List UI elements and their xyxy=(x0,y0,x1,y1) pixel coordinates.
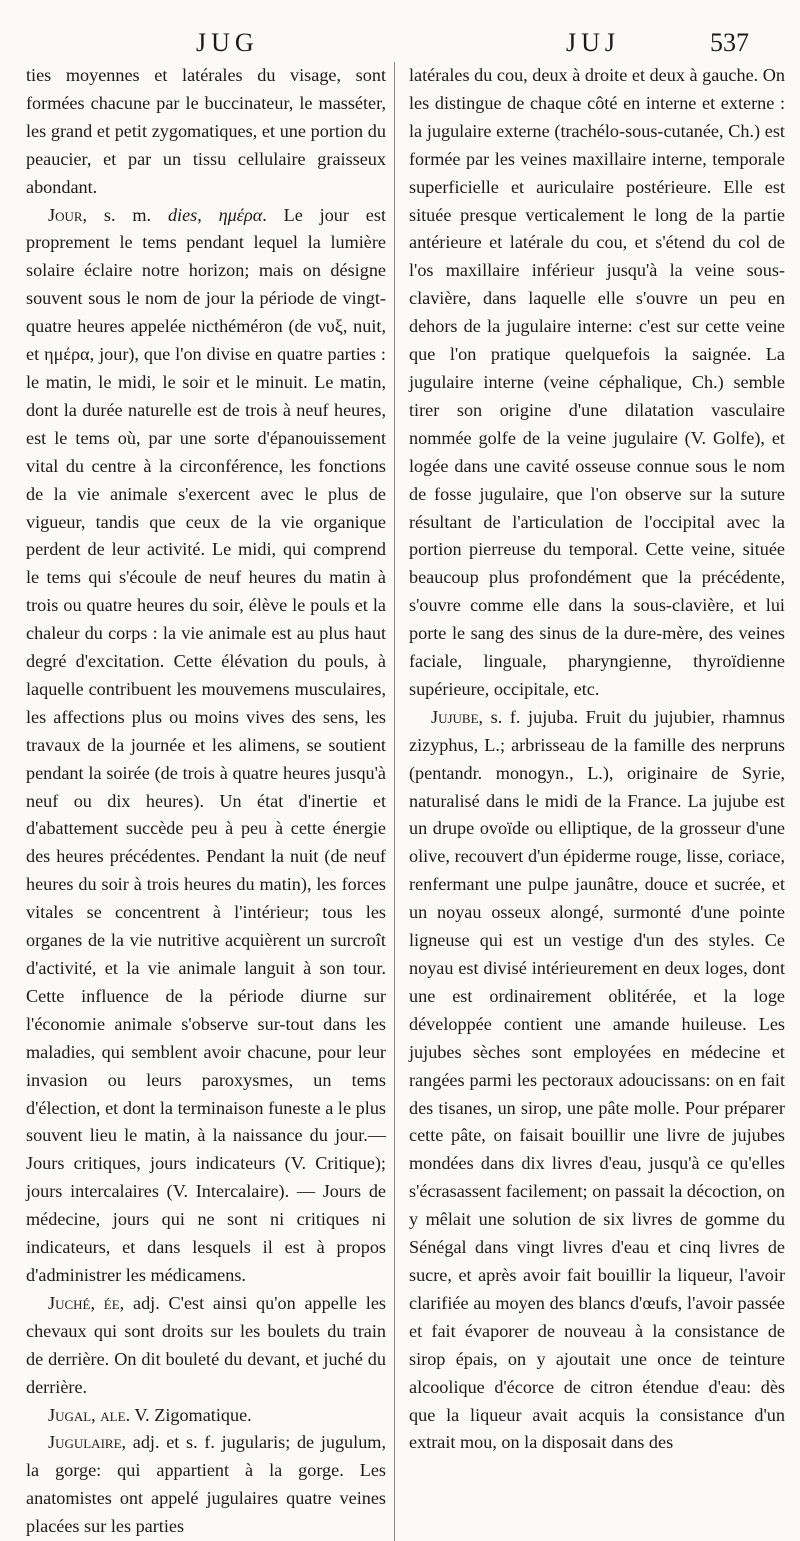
definition-text: , adj. C'est ainsi qu'on appelle les chevaux qui sont droits sur les boulets du train de derrière. On dit bouleté du devant, et juché du derrière. xyxy=(26,1292,386,1397)
headword: Jour xyxy=(48,204,83,225)
header-right-guideword: JUJ xyxy=(566,28,621,57)
two-column-body xyxy=(26,62,786,1541)
entry-jugulaire-continued: latérales du cou, deux à droite et deux à gauche. On les distingue de chaque côté en interne et externe : la jugulaire externe (trachélo-sous-cutanée, Ch.) est formée par les veines maxillaire interne, temporale superficielle et auriculaire postérieure. Elle est située presque verticalement le long de la partie antérieure et latérale du cou, et s'étend du col de l'os maxillaire inférieur jusqu'à la veine sous-clavière, dans laquelle elle s'ouvre un peu en dehors de la jugulaire interne: c'est sur cette veine que l'on pratique quelquefois la saignée. La jugulaire interne (veine céphalique, Ch.) semble tirer son origine d'une dilatation vasculaire nommée golfe de la veine jugulaire (V. Golfe), et logée dans une cavité osseuse connue sous le nom de fosse jugulaire, que l'on observe sur la suture résultant de l'articulation de l'occipital avec la portion pierreuse du temporal. Cette veine, située beaucoup plus profondément que la précédente, s'ouvre comme elle dans la sous-clavière, et lui porte le sang des sinus de la dure-mère, des veines faciale, linguale, pharyngienne, thyroïdienne supérieure, occipitale, etc. xyxy=(409,65,785,699)
left-column xyxy=(26,62,395,1541)
definition-text: , adj. et s. f. jugularis; de jugulum, la gorge: qui appartient à la gorge. Les anatomistes ont appelé jugulaires quatre veines placées sur les parties xyxy=(26,1432,386,1537)
entry-jujube xyxy=(409,704,785,1457)
entry-jugulaire xyxy=(26,1429,386,1541)
running-header xyxy=(26,26,786,62)
entry-continuation: ties moyennes et latérales du visage, sont formées chacune par le buccinateur, le masséter, les grand et petit zygomatiques, et une portion du peaucier, et par un tissu cellulaire graisseux abondant. xyxy=(26,65,386,197)
headword: Jugulaire xyxy=(48,1432,122,1453)
entry-juche xyxy=(26,1290,386,1402)
headword: Jugal, ale xyxy=(48,1404,126,1425)
header-left-guideword: JUG xyxy=(196,28,259,57)
entry-jour: Jour, s. m. dies, ημέρα. Le jour est proprement le tems pendant lequel la lumière solaire éclaire notre horizon; mais on désigne souvent sous le nom de jour la période de vingt-quatre heures appelée nicthéméron (de νυξ, nuit, et ημέρα, jour), que l'on divise en quatre parties : le matin, le midi, le soir et le minuit. Le matin, dont la durée naturelle est de trois à neuf heures, est le tems où, par une sorte d'épanouissement vital du centre à la circonférence, les fonctions de la vie animale s'exercent avec le plus de vigueur, tandis que ceux de la vie organique perdent de leur activité. Le midi, qui comprend le tems qui s'écoule de neuf heures du matin à trois ou quatre heures du soir, élève le pouls et la chaleur du corps : la vie animale est au plus haut degré d'excitation. Cette élévation du pouls, à laquelle contribuent les mouvemens musculaires, les affections plus ou moins vives des sens, les travaux de la journée et les alimens, se soutient pendant la soirée (de trois à quatre heures jusqu'à neuf ou dix heures). Un état d'inertie et d'abattement succède peu à peu à cette énergie des heures précédentes. Pendant la nuit (de neuf heures du soir à trois heures du matin), les forces vitales se concentrent à l'intérieur; tous les organes de la vie nutritive acquièrent un surcroît d'activité, et la vie animale languit à son tour. Cette influence de la période diurne sur l'économie animale s'observe sur-tout dans les maladies, qui semblent avoir chacune, pour leur invasion ou leurs paroxysmes, un tems d'élection, et dont la terminaison funeste a le plus souvent lieu le matin, à la naissance du jour.— Jours critiques, jours indicateurs (V. Critique); jours intercalaires (V. Intercalaire). — Jours de médecine, jours qui ne sont ni critiques ni indicateurs, et dans lesquels il est à propos d'administrer les médicamens. xyxy=(26,204,387,1285)
definition-text: . Le jour est proprement le tems pendant lequel la lumière solaire éclaire notre horizon; mais on désigne souvent sous le nom de jour la période de vingt-quatre heures appelée nicthéméron (de νυξ, nuit, et ημέρα, jour), que l'on divise en quatre parties : le matin, le midi, le soir et le minuit. Le matin, dont la durée naturelle est de trois à neuf heures, est le tems où, par une sorte d'épanouissement vital du centre à la circonférence, les fonctions de la vie animale s'exercent avec le plus de vigueur, tandis que ceux de la vie organique perdent de leur activité. Le midi, qui comprend le tems qui s'écoule de neuf heures du matin à trois ou quatre heures du soir, élève le pouls et la chaleur du corps : la vie animale est au plus haut degré d'excitation. Cette élévation du pouls, à laquelle contribuent les mouvemens musculaires, les affections plus ou moins vives des sens, les travaux de la journée et les alimens, se soutient pendant la soirée (de trois à quatre heures jusqu'à neuf ou dix heures). Un état d'inertie et d'abattement succède peu à peu à cette énergie des heures précédentes. Pendant la nuit (de neuf heures du soir à trois heures du matin), les forces vitales se concentrent à l'intérieur; tous les organes de la vie nutritive acquièrent un surcroît d'activité, et la vie animale languit à son tour. Cette influence de la période diurne sur l'économie animale s'observe sur-tout dans les maladies, qui semblent avoir chacune, pour leur invasion ou leurs paroxysmes, un tems d'élection, et dont la terminaison funeste a le plus souvent lieu le matin, à la naissance du jour.— Jours critiques, jours indicateurs (V. Critique); jours intercalaires (V. Intercalaire). — Jours de médecine, jours qui ne sont ni critiques ni indicateurs, et dans lesquels il est à propos d'administrer les médicamens. xyxy=(26,204,387,1285)
grammar-label: , s. m. xyxy=(82,204,152,225)
headword: Juché, ée xyxy=(48,1292,120,1313)
greek-term: ημέρα xyxy=(218,204,263,225)
entry-jugal xyxy=(26,1402,386,1430)
right-column xyxy=(409,62,785,1541)
headword: Jujube xyxy=(431,706,479,727)
definition-text: , s. f. jujuba. Fruit du jujubier, rhamnus zizyphus, L.; arbrisseau de la famille des nerpruns (pentandr. monogyn., L.), originaire de Syrie, naturalisé dans le midi de la France. La jujube est un drupe ovoïde ou elliptique, de la grosseur d'une olive, recouvert d'un épiderme rouge, lisse, coriace, renfermant une pulpe jaunâtre, douce et sucrée, et un noyau osseux alongé, surmonté d'une pointe ligneuse qui est un vestige d'un des styles. Ce noyau est divisé intérieurement en deux loges, dont une est ordinairement oblitérée, et la loge développée contient une amande huileuse. Les jujubes sèches sont employées en médecine et rangées parmi les pectoraux adoucissans: on en fait des tisanes, un sirop, une pâte molle. Pour préparer cette pâte, on faisait bouillir une livre de jujubes mondées dans dix livres d'eau, jusqu'à ce qu'elles s'écrasassent facilement; on passait la décoction, on y mêlait une solution de six livres de gomme du Sénégal dans vingt livres d'eau et cinq livres de sucre, et après avoir fait bouillir la liqueur, l'avoir clarifiée au moyen des blancs d'œufs, l'avoir passée et fait évaporer de nouveau à la consistance de sirop épais, on y ajoutait une once de teinture alcoolique d'écorce de citron étendue d'eau: dès que la liqueur avait acquis la consistance d'un extrait mou, on la disposait dans des xyxy=(409,706,785,1453)
latin-term: dies xyxy=(167,204,198,225)
page-number: 537 xyxy=(710,28,749,57)
definition-text: . V. Zigomatique. xyxy=(125,1404,252,1425)
